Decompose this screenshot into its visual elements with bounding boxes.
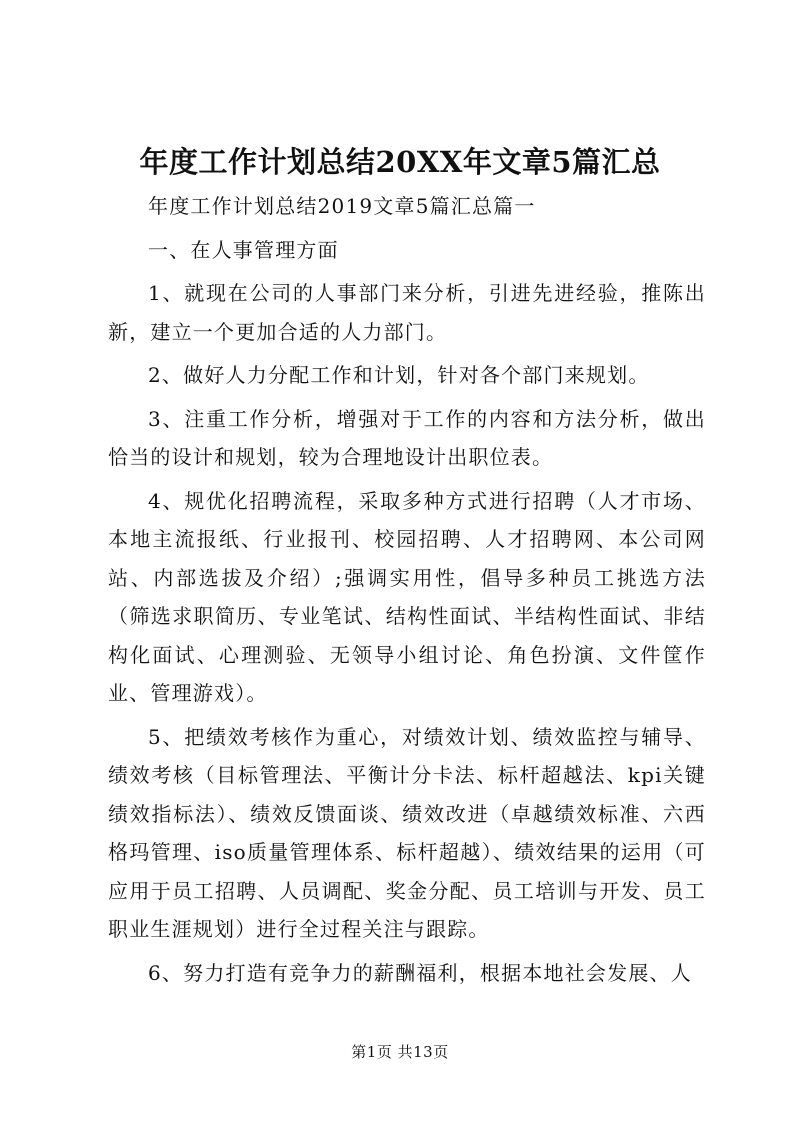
paragraph-4: 4、规优化招聘流程，采取多种方式进行招聘（人才市场、本地主流报纸、行业报刊、校园招聘、人才招聘网、本公司网站、内部选拔及介绍）;强调实用性，倡导多种员工挑选方法（筛选求职简历、专业笔试、结构性面试、半结构性面试、非结构化面试、心理测验、无领导小组讨论、角色扮演、文件筐作业、管理游戏）。 [108,488,706,705]
paragraph-5: 5、把绩效考核作为重心，对绩效计划、绩效监控与辅导、绩效考核（目标管理法、平衡计分卡法、标杆超越法、kpi关键绩效指标法）、绩效反馈面谈、绩效改进（卓越绩效标准、六西格玛管理、iso质量管理体系、标杆超越）、绩效结果的运用（可应用于员工招聘、人员调配、奖金分配、员工培训与开发、员工职业生涯规划）进行全过程关注与跟踪。 [108,724,706,941]
paragraph-3: 3、注重工作分析，增强对于工作的内容和方法分析，做出恰当的设计和规划，较为合理地设计出职位表。 [108,406,706,469]
page-footer: 第1页 共13页 [351,1043,449,1061]
paragraph-2: 2、做好人力分配工作和计划，针对各个部门来规划。 [148,363,650,387]
paragraph-6: 6、努力打造有竞争力的薪酬福利，根据本地社会发展、人 [148,960,692,985]
document-subtitle: 年度工作计划总结2019文章5篇汇总篇一 [148,194,536,218]
paragraph-1: 1、就现在公司的人事部门来分析，引进先进经验，推陈出新，建立一个更加合适的人力部门。 [108,281,706,344]
document-title: 年度工作计划总结20XX年文章5篇汇总 [139,145,661,179]
document-body [108,187,706,992]
section-heading: 一、在人事管理方面 [148,237,339,262]
